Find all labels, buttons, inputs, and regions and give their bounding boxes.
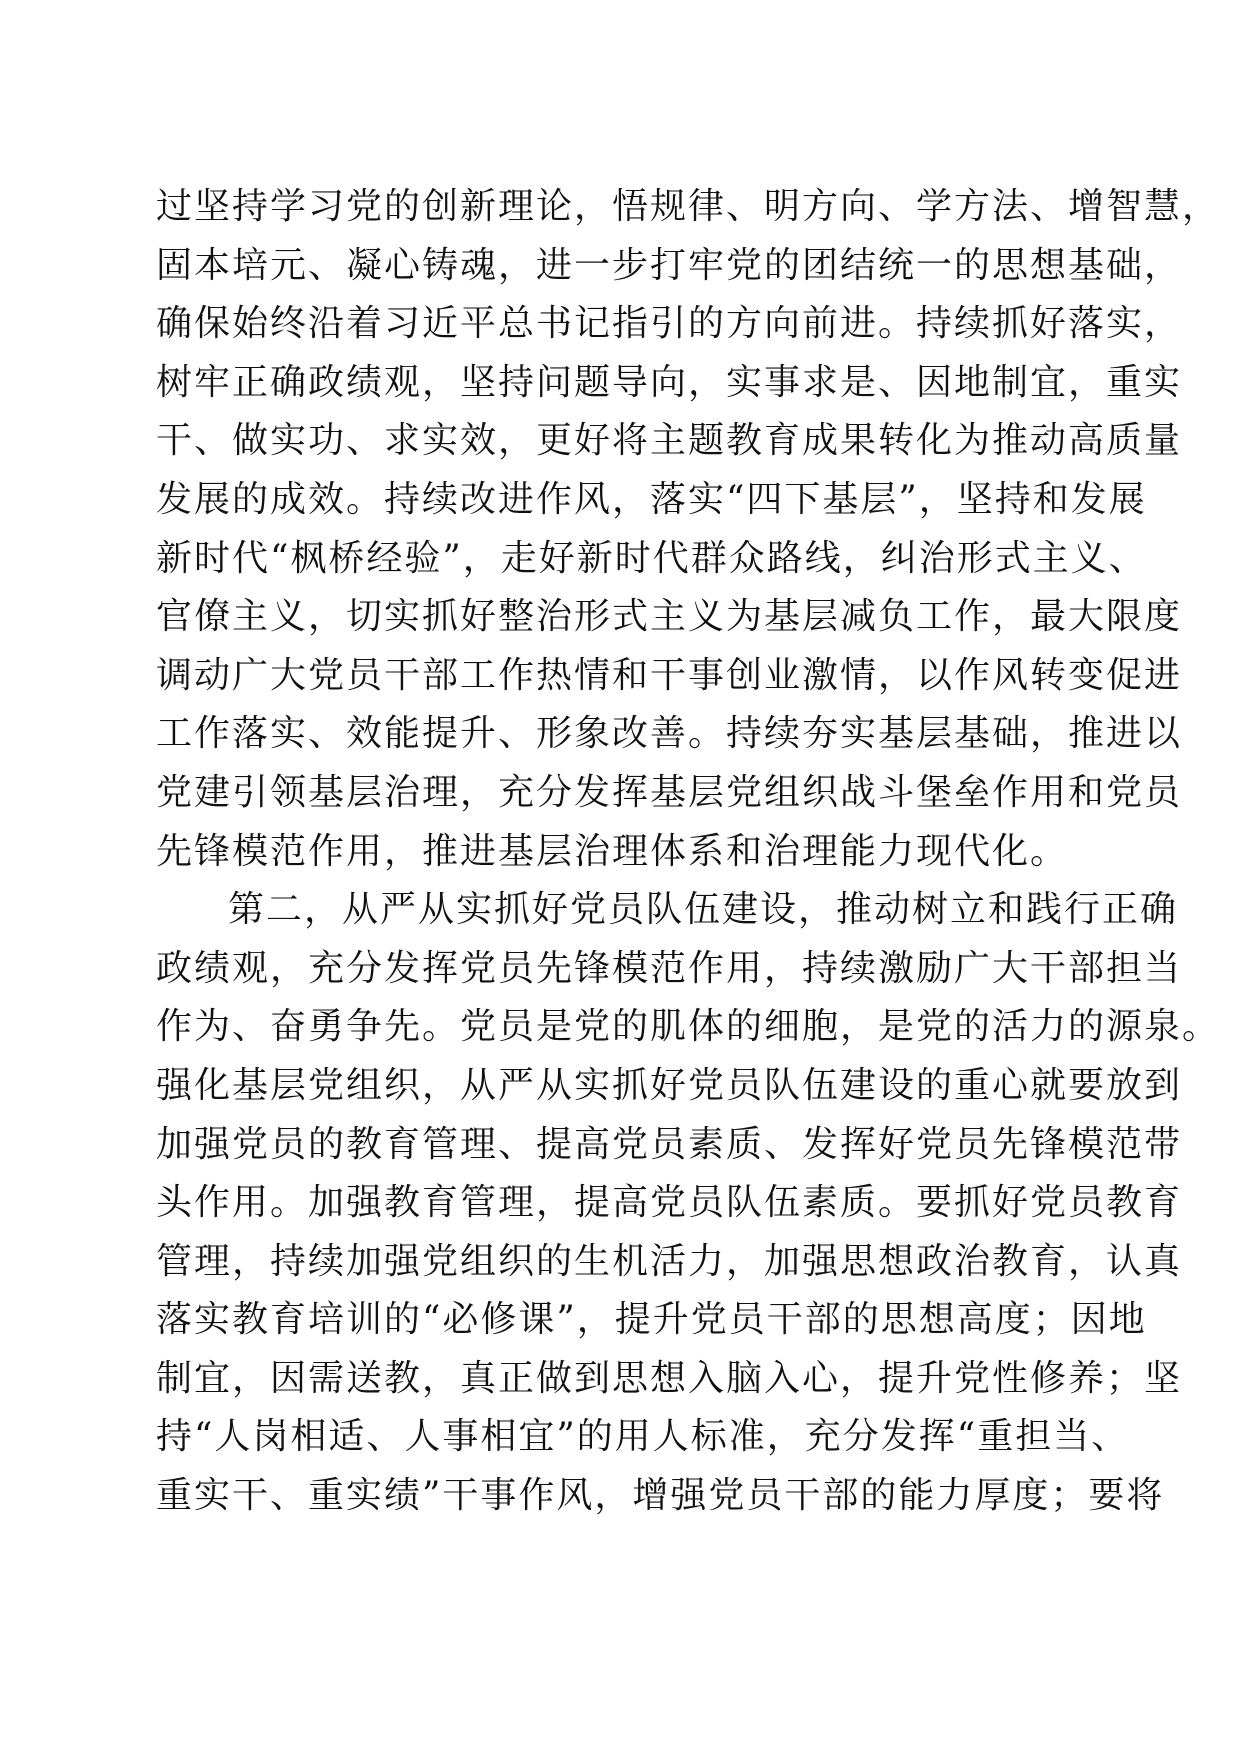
text-line: 持“人岗相适、人事相宜”的用人标准，充分发挥“重担当、 <box>156 1416 1130 1458</box>
text-line: 政绩观，充分发挥党员先锋模范作用，持续激励广大干部担当 <box>156 947 1183 989</box>
text-line: 过坚持学习党的创新理论，悟规律、明方向、学方法、增智慧， <box>156 186 1221 227</box>
text-line: 强化基层党组织，从严从实抓好党员队伍建设的重心就要放到 <box>156 1064 1183 1106</box>
text-line: 制宜，因需送教，真正做到思想入脑入心，提升党性修养；坚 <box>156 1357 1183 1399</box>
text-line: 干、做实功、求实效，更好将主题教育成果转化为推动高质量 <box>156 420 1183 462</box>
text-line: 党建引领基层治理，充分发挥基层党组织战斗堡垒作用和党员 <box>156 771 1183 813</box>
text-line: 官僚主义，切实抓好整治形式主义为基层减负工作，最大限度 <box>156 596 1183 638</box>
text-line: 先锋模范作用，推进基层治理体系和治理能力现代化。 <box>156 830 1069 872</box>
body-text <box>156 178 1221 1526</box>
text-line: 新时代“枫桥经验”，走好新时代群众路线，纠治形式主义、 <box>156 537 1147 579</box>
text-line: 调动广大党员干部工作热情和干事创业激情，以作风转变促进 <box>156 654 1183 696</box>
text-line: 工作落实、效能提升、形象改善。持续夯实基层基础，推进以 <box>156 713 1183 755</box>
text-line: 重实干、重实绩”干事作风，增强党员干部的能力厚度；要将 <box>156 1475 1165 1517</box>
text-line: 固本培元、凝心铸魂，进一步打牢党的团结统一的思想基础， <box>156 244 1183 286</box>
text-line: 落实教育培训的“必修课”，提升党员干部的思想高度；因地 <box>156 1299 1147 1341</box>
text-line: 发展的成效。持续改进作风，落实“四下基层”，坚持和发展 <box>156 478 1147 520</box>
text-line: 确保始终沿着习近平总书记指引的方向前进。持续抓好落实， <box>156 303 1183 345</box>
text-line: 头作用。加强教育管理，提高党员队伍素质。要抓好党员教育 <box>156 1182 1183 1224</box>
paragraph-start-line: 第二，从严从实抓好党员队伍建设，推动树立和践行正确 <box>228 889 1179 931</box>
text-line: 加强党员的教育管理、提高党员素质、发挥好党员先锋模范带 <box>156 1123 1183 1165</box>
text-line: 树牢正确政绩观，坚持问题导向，实事求是、因地制宜，重实 <box>156 361 1183 403</box>
text-line: 作为、奋勇争先。党员是党的肌体的细胞，是党的活力的源泉。 <box>156 1006 1221 1048</box>
text-line: 管理，持续加强党组织的生机活力，加强思想政治教育，认真 <box>156 1240 1183 1282</box>
